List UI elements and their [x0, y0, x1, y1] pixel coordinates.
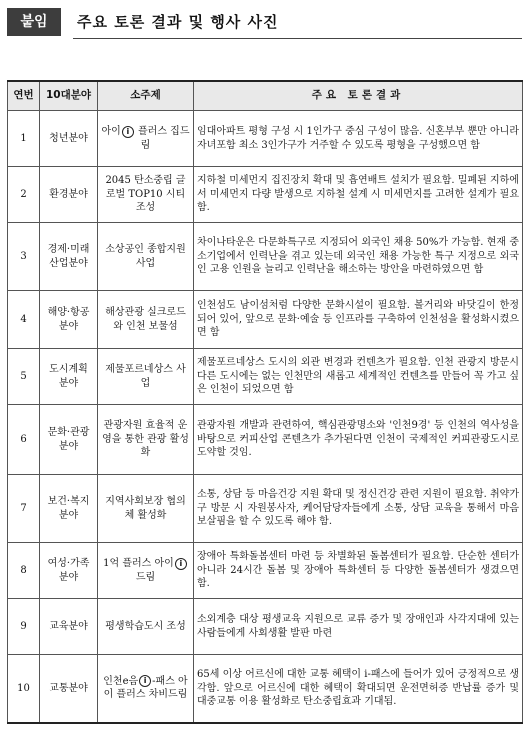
row-no: 6: [8, 405, 40, 475]
row-field: 해양·항공 분야: [40, 291, 98, 349]
row-result: 임대아파트 평형 구성 시 1인가구 중심 구성이 많음. 신혼부부 뿐만 아니라 자녀포함 최소 3인가구가 거주할 수 있도록 평형을 구성했으면 함: [194, 111, 523, 167]
row-topic: 평생학습도시 조성: [98, 599, 194, 655]
table-row: [8, 543, 523, 599]
aiplus-i-icon: i: [139, 675, 151, 687]
row-result: 65세 이상 어르신에 대한 교통 혜택이 i-패스에 들어가 있어 긍정적으로 생각함. 앞으로 어르신에 대한 혜택이 확대되면 운전면허증 반납률 증가 및 대중교통 이용 활성화로 탄소중립효과 기대됨.: [194, 655, 523, 723]
row-field: 교통분야: [40, 655, 98, 723]
row-result: 제물포르네상스 도시의 외관 변경과 컨텐츠가 필요함. 인천 관광지 방문시 다른 도시에는 없는 인천만의 새롭고 세계적인 컨텐츠를 만들어 꼭 가고 싶은 인천이 되었으면 함: [194, 349, 523, 405]
topic-text: 플러스 집드림: [134, 126, 190, 151]
table-row: [8, 111, 523, 167]
row-no: 8: [8, 543, 40, 599]
row-field: 경제·미래 산업분야: [40, 223, 98, 291]
topic-text: -패스 아이 플러스 차비드림: [103, 675, 188, 701]
row-no: 7: [8, 475, 40, 543]
row-no: 3: [8, 223, 40, 291]
row-field: 교육분야: [40, 599, 98, 655]
row-field: 청년분야: [40, 111, 98, 167]
row-topic: 해상관광 실크로드와 인천 보물섬: [98, 291, 194, 349]
aiplus-i-icon: i: [175, 558, 187, 570]
attachment-badge: 붙임: [7, 8, 61, 36]
row-topic: [98, 543, 194, 599]
row-result: 차이나타운은 다문화특구로 지정되어 외국인 채용 50%가 가능함. 현재 중소기업에서 인력난을 겪고 있는데 외국인 채용 가능한 특구 지정으로 외국인 고용 인원을 늘리고 인력난을 해소하는 방안을 마련하였으면 함: [194, 223, 523, 291]
table-row: [8, 291, 523, 349]
row-topic: 2045 탄소중립 글로벌 TOP10 시티 조성: [98, 167, 194, 223]
header-result: 주요 토론결과: [194, 81, 523, 111]
row-result: 장애아 특화돌봄센터 마련 등 차별화된 돌봄센터가 필요함. 단순한 센터가 아니라 24시간 돌봄 및 장애아 특화센터 등 다양한 돌봄센터가 생겼으면 함.: [194, 543, 523, 599]
row-field: 환경분야: [40, 167, 98, 223]
row-result: 소외계층 대상 평생교육 지원으로 교류 증가 및 장애인과 사각지대에 있는 사람들에게 사회생활 발판 마련: [194, 599, 523, 655]
aiplus-i-icon: i: [122, 126, 134, 138]
page-title: 주요 토론 결과 및 행사 사진: [77, 13, 279, 31]
table-row: [8, 167, 523, 223]
topic-text: 드림: [135, 571, 156, 583]
table-row: [8, 655, 523, 723]
row-result: 인천섬도 남이섬처럼 다양한 문화시설이 필요함. 볼거리와 바닷길이 한정되어 있어, 앞으로 문화·예술 등 인프라를 구축하여 인천섬을 활성화시켰으면 함: [194, 291, 523, 349]
row-result: 관광자원 개발과 관련하여, 핵심관광명소와 '인천9경' 등 인천의 역사성을 바탕으로 커피산업 콘텐츠가 추가된다면 인천이 국제적인 커피관광도시로 도약할 것임.: [194, 405, 523, 475]
topic-text: 1억 플러스 아이: [103, 558, 174, 569]
row-topic: [98, 111, 194, 167]
row-no: 9: [8, 599, 40, 655]
row-field: 문화·관광 분야: [40, 405, 98, 475]
row-topic: 소상공인 종합지원 사업: [98, 223, 194, 291]
row-field: 보건·복지 분야: [40, 475, 98, 543]
row-field: 여성·가족 분야: [40, 543, 98, 599]
row-no: 2: [8, 167, 40, 223]
topic-text: 인천e음: [103, 675, 139, 687]
table-row: [8, 405, 523, 475]
title-underline: [73, 38, 522, 39]
header-no: 연번: [8, 81, 40, 111]
row-topic: [98, 655, 194, 723]
table-row: [8, 349, 523, 405]
row-no: 10: [8, 655, 40, 723]
table-row: [8, 223, 523, 291]
header-topic: 소주제: [98, 81, 194, 111]
topic-text: 아이: [101, 126, 121, 137]
table-row: [8, 599, 523, 655]
row-topic: 관광자원 효율적 운영을 통한 관광 활성화: [98, 405, 194, 475]
discussion-results-table: [7, 80, 523, 724]
table-row: [8, 475, 523, 543]
row-no: 1: [8, 111, 40, 167]
row-field: 도시계획 분야: [40, 349, 98, 405]
row-no: 5: [8, 349, 40, 405]
table-header-row: [8, 81, 523, 111]
row-result: 지하철 미세먼지 집진장치 확대 및 흡연배트 설치가 필요함. 밀폐된 지하에서 미세먼지 다량 발생으로 지하철 설계 시 미세먼지를 고려한 설계가 필요함.: [194, 167, 523, 223]
row-topic: 지역사회보장 협의체 활성화: [98, 475, 194, 543]
page-header: [7, 6, 522, 40]
row-topic: 제물포르네상스 사업: [98, 349, 194, 405]
row-no: 4: [8, 291, 40, 349]
row-result: 소통, 상담 등 마음건강 지원 확대 및 정신건강 관련 지원이 필요함. 취약가구 방문 시 자원봉사자, 케어담당자들에게 소통, 상담 교육을 통해서 마음 보살핌을 할 수 있도록 해야 함.: [194, 475, 523, 543]
header-field: 10대분야: [40, 81, 98, 111]
